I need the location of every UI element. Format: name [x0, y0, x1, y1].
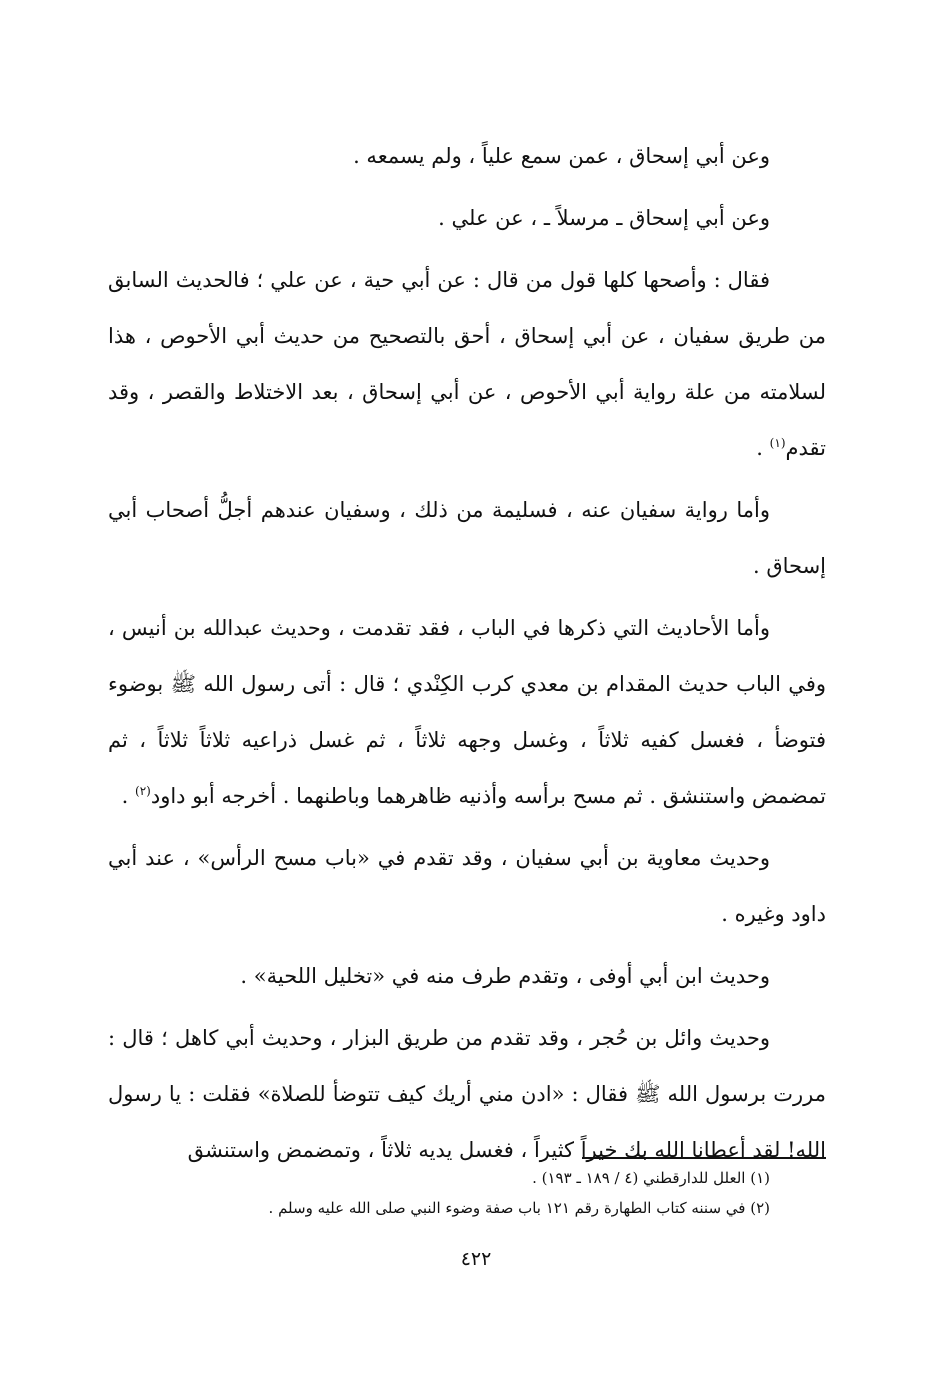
- paragraph-6: وحديث معاوية بن أبي سفيان ، وقد تقدم في «باب مسح الرأس» ، عند أبي داود وغيره .: [108, 846, 826, 926]
- page-body: [108, 128, 826, 1184]
- paragraph-5-period: .: [121, 784, 129, 808]
- footnote-2: (٢) في سننه كتاب الطهارة رقم ١٢١ باب صفة وضوء النبي صلى الله عليه وسلم .: [268, 1199, 770, 1217]
- paragraph-3-text: فقال : وأصحها كلها قول من قال : عن أبي حية ، عن علي ؛ فالحديث السابق من طريق سفيان ، عن أبي إسحاق ، أحق بالتصحيح من حديث أبي الأحوص ، هذا لسلامته من علة رواية أبي الأحوص ، عن أبي إسحاق ، بعد الاختلاط والقصر ، وقد تقدم: [108, 268, 826, 460]
- paragraph-1: وعن أبي إسحاق ، عمن سمع علياً ، ولم يسمعه .: [353, 144, 770, 168]
- paragraph-7: وحديث ابن أبي أوفى ، وتقدم طرف منه في «تخليل اللحية» .: [240, 964, 770, 988]
- paragraph-8: وحديث وائل بن حُجر ، وقد تقدم من طريق البزار ، وحديث أبي كاهل ؛ قال : مررت برسول الله ﷺ فقال : «ادن مني أريك كيف تتوضأ للصلاة» فقلت : يا رسول الله! لقد أعطانا الله بك خيراً كثيراً ، فغسل يديه ثلاثاً ، وتمضمض واستنشق: [108, 1026, 826, 1162]
- page-number: ٤٢٢: [460, 1248, 492, 1270]
- footnote-divider: [582, 1157, 826, 1159]
- paragraph-2: وعن أبي إسحاق ـ مرسلاً ـ ، عن علي .: [438, 206, 770, 230]
- footnote-ref-2: (٢): [135, 784, 151, 798]
- paragraph-4: وأما رواية سفيان عنه ، فسليمة من ذلك ، وسفيان عندهم أجلُّ أصحاب أبي إسحاق .: [108, 498, 826, 578]
- footnote-ref-1: (١): [769, 436, 786, 450]
- footnotes: [108, 1163, 826, 1223]
- paragraph-5: [108, 600, 826, 824]
- paragraph-3: [108, 252, 826, 476]
- paragraph-3-period: .: [756, 436, 763, 460]
- paragraph-5-text: وأما الأحاديث التي ذكرها في الباب ، فقد تقدمت ، وحديث عبدالله بن أنيس ، وفي الباب حديث المقدام بن معدي كرب الكِنْدي ؛ قال : أتى رسول الله ﷺ بوضوء فتوضأ ، فغسل كفيه ثلاثاً ، وغسل وجهه ثلاثاً ، ثم غسل ذراعيه ثلاثاً ثلاثاً ، ثم تمضمض واستنشق . ثم مسح برأسه وأذنيه ظاهرهما وباطنهما . أخرجه أبو داود: [108, 616, 826, 808]
- footnote-1: (١) العلل للدارقطني (٤ / ١٨٩ ـ ١٩٣) .: [532, 1169, 770, 1187]
